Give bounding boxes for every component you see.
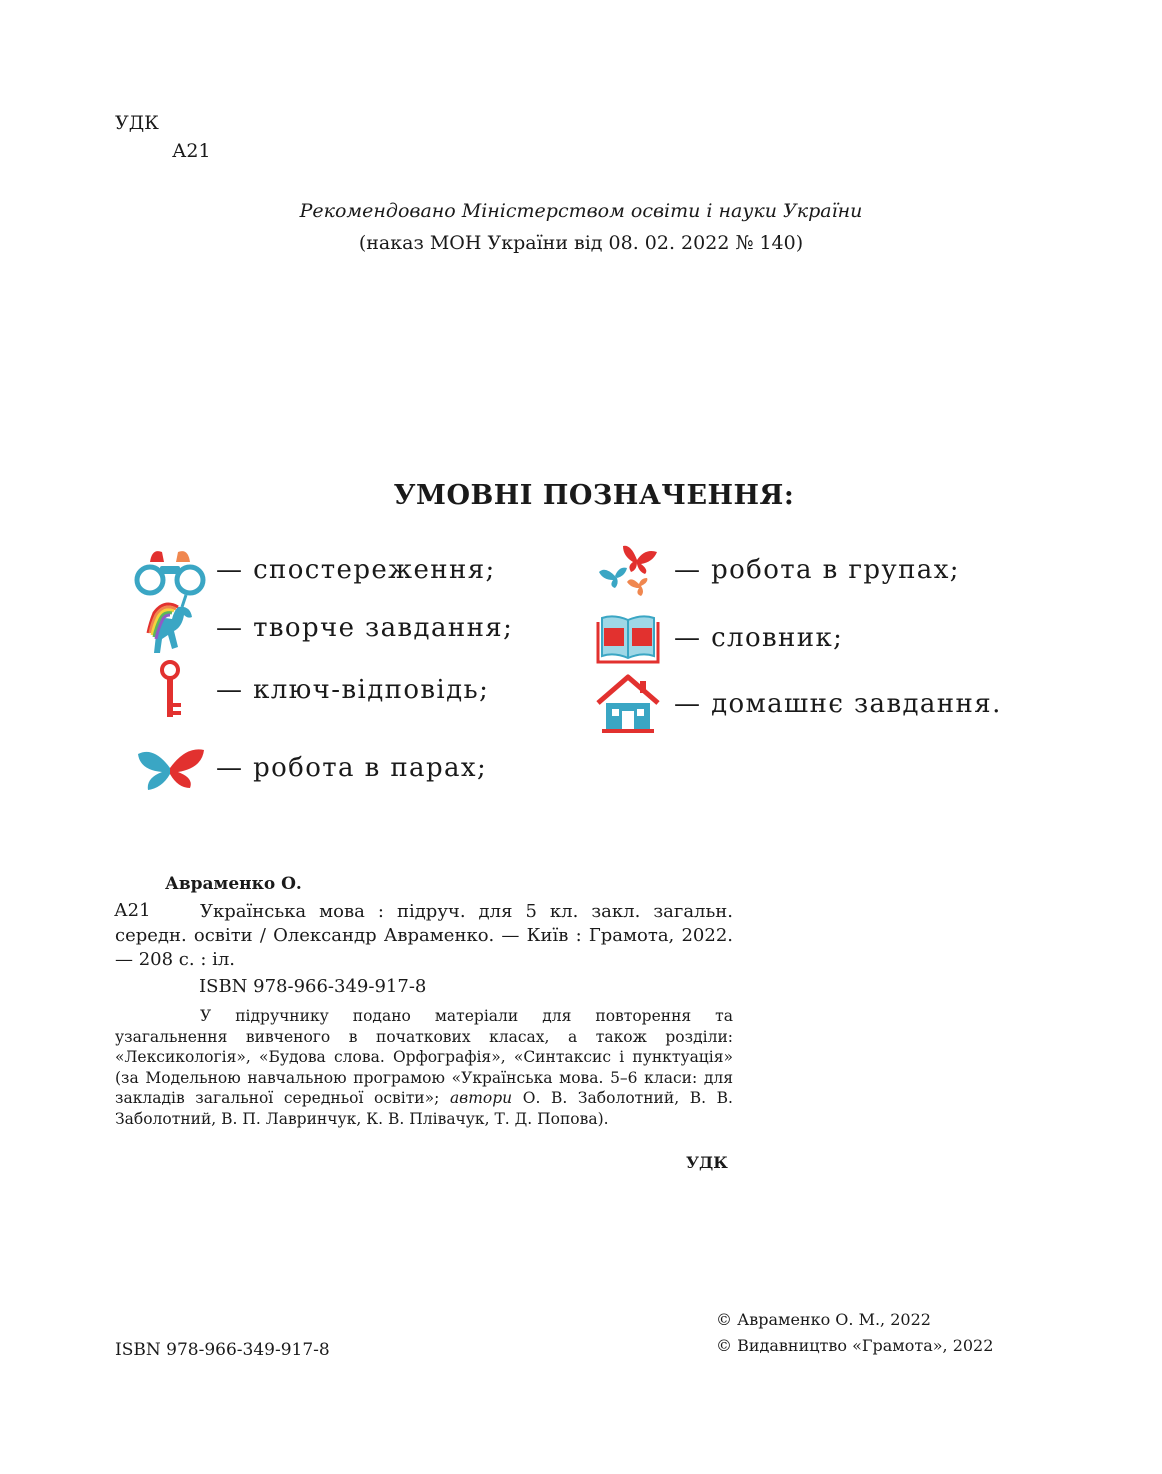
legend-text: — словник;	[674, 623, 844, 653]
bib-summary-authors-label: автори	[449, 1089, 513, 1107]
legend-item-groups	[588, 538, 960, 602]
house-icon	[588, 672, 668, 736]
unicorn-icon	[130, 596, 210, 660]
ministry-order: (наказ МОН України від 08. 02. 2022 № 140)	[358, 232, 804, 254]
bib-isbn: ISBN 978-966-349-917-8	[199, 976, 427, 997]
legend-item-pairs	[130, 736, 487, 800]
bib-udk: УДК	[686, 1153, 728, 1172]
copyright-publisher: © Видавництво «Грамота», 2022	[716, 1336, 994, 1355]
legend-title: УМОВНІ ПОЗНАЧЕННЯ:	[393, 480, 795, 511]
udk-label: УДК	[115, 112, 159, 134]
butterfly-pair-icon	[130, 736, 210, 800]
footer-isbn: ISBN 978-966-349-917-8	[115, 1340, 330, 1360]
legend-text: — творче завдання;	[216, 613, 514, 643]
legend-text: — робота в групах;	[674, 555, 960, 585]
copyright-author: © Авраменко О. М., 2022	[716, 1310, 931, 1329]
legend-item-homework	[588, 672, 1002, 736]
legend-item-dictionary	[588, 606, 843, 670]
bib-summary-part1: У підручнику подано матеріали для повторення та узагальнення вивченого в початкових класах, а також розділи: «Лексикологія», «Будова слова. Орфографія», «Синтаксис і пунктуація» (за Модельною навчальною програмою «Українська мова. 5–6 класи: для закладів загальної середньої освіти»;	[115, 1007, 733, 1107]
butterflies-group-icon	[588, 538, 668, 602]
legend-item-creative	[130, 596, 513, 660]
key-icon	[130, 658, 210, 722]
dictionary-book-icon	[588, 606, 668, 670]
legend-text: — спостереження;	[216, 555, 496, 585]
legend-item-key	[130, 658, 489, 722]
legend-text: — ключ-відповідь;	[216, 675, 490, 705]
bib-description: Українська мова : підруч. для 5 кл. закл. загальн. середн. освіти / Олександр Авраменко. — Київ : Грамота, 2022. — 208 с. : іл.	[115, 901, 733, 970]
recommendation-text: Рекомендовано Міністерством освіти і науки України	[299, 200, 863, 222]
catalog-code: А21	[172, 140, 211, 162]
legend-text: — домашнє завдання.	[674, 689, 1002, 719]
bib-author: Авраменко О.	[165, 874, 302, 894]
bib-code: А21	[114, 900, 151, 921]
bib-summary	[115, 1006, 733, 1129]
bib-summary-part2: О. В. Заболотний, В. В. Заболотний, В. П. Лавринчук, К. В. Плівачук, Т. Д. Попова).	[115, 1089, 733, 1128]
legend-text: — робота в парах;	[216, 753, 488, 783]
